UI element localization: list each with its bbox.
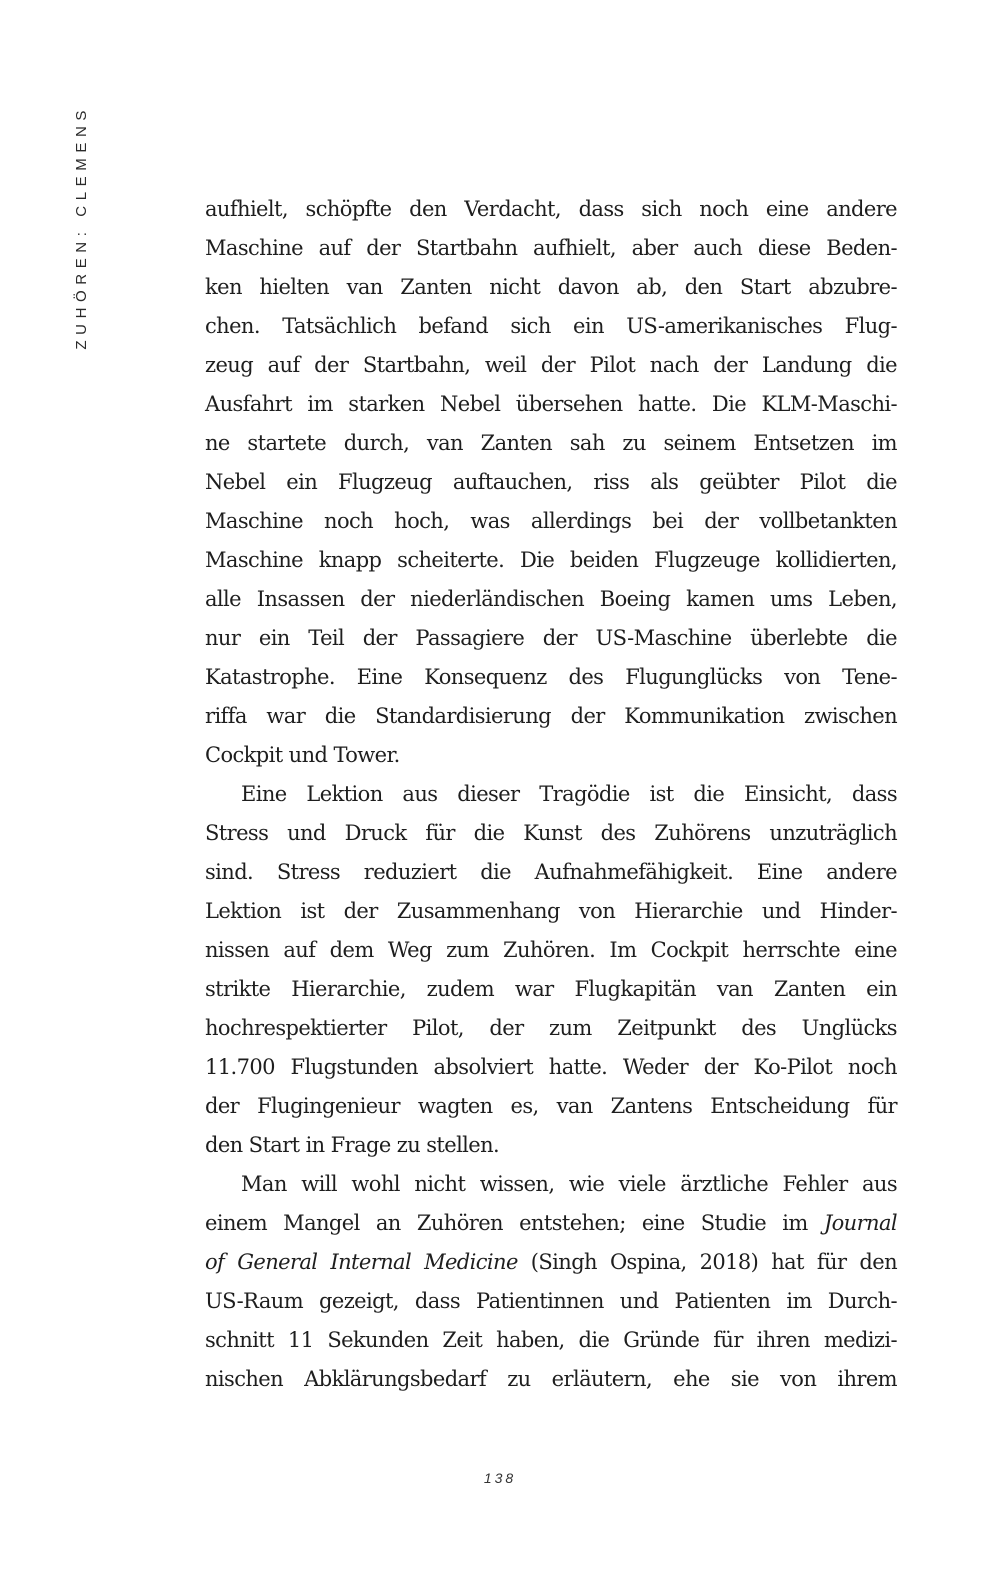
text-line (205, 502, 897, 541)
page-number: 138 (483, 1470, 517, 1486)
text-line (205, 814, 897, 853)
text-line (205, 1243, 897, 1282)
text-segment: 11.700 Flugstunden absolviert hatte. Weder der Ko-Pilot noch (205, 1055, 897, 1079)
text-segment: der Flugingenieur wagten es, van Zantens Entscheidung für (205, 1094, 897, 1118)
text-segment: aufhielt, schöpfte den Verdacht, dass sich noch eine andere (205, 197, 897, 221)
text-line (205, 1126, 897, 1165)
text-line (205, 892, 897, 931)
text-line (205, 268, 897, 307)
body-text (205, 190, 897, 1399)
text-line (205, 541, 897, 580)
text-line (205, 1165, 897, 1204)
text-line (205, 580, 897, 619)
text-line (205, 697, 897, 736)
text-segment: Katastrophe. Eine Konsequenz des Flugunglücks von Tene- (205, 665, 897, 689)
text-segment: Lektion ist der Zusammenhang von Hierarchie und Hinder- (205, 899, 897, 923)
running-head (66, 92, 96, 362)
italic-text-segment: of General Internal Medicine (205, 1250, 518, 1274)
text-line (205, 307, 897, 346)
text-segment: den Start in Frage zu stellen. (205, 1133, 500, 1157)
text-line (205, 853, 897, 892)
text-segment: strikte Hierarchie, zudem war Flugkapitän van Zanten ein (205, 977, 897, 1001)
running-head-text: ZUHÖREN: CLEMENS (72, 104, 90, 350)
text-segment: ken hielten van Zanten nicht davon ab, den Start abzubre- (205, 275, 897, 299)
text-line (205, 385, 897, 424)
text-segment: Eine Lektion aus dieser Tragödie ist die Einsicht, dass (241, 782, 897, 806)
text-line (205, 1087, 897, 1126)
text-line (205, 970, 897, 1009)
text-line (205, 619, 897, 658)
text-segment: Man will wohl nicht wissen, wie viele ärztliche Fehler aus (241, 1172, 897, 1196)
text-line (205, 775, 897, 814)
text-segment: Ausfahrt im starken Nebel übersehen hatte. Die KLM-Maschi- (205, 392, 897, 416)
text-segment: Cockpit und Tower. (205, 743, 400, 767)
text-segment: Nebel ein Flugzeug auftauchen, riss als geübter Pilot die (205, 470, 897, 494)
text-line (205, 1009, 897, 1048)
text-line (205, 1282, 897, 1321)
text-segment: Stress und Druck für die Kunst des Zuhörens unzuträglich (205, 821, 897, 845)
text-segment: hochrespektierter Pilot, der zum Zeitpunkt des Unglücks (205, 1016, 897, 1040)
text-segment: (Singh Ospina, 2018) hat für den (517, 1250, 897, 1274)
text-segment: ne startete durch, van Zanten sah zu seinem Entsetzen im (205, 431, 897, 455)
text-segment: US-Raum gezeigt, dass Patientinnen und Patienten im Durch- (205, 1289, 897, 1313)
text-segment: alle Insassen der niederländischen Boeing kamen ums Leben, (205, 587, 897, 611)
text-line (205, 1048, 897, 1087)
text-line (205, 736, 897, 775)
text-line (205, 424, 897, 463)
text-segment: riffa war die Standardisierung der Kommunikation zwischen (205, 704, 897, 728)
text-segment: Maschine auf der Startbahn aufhielt, aber auch diese Beden- (205, 236, 897, 260)
text-segment: zeug auf der Startbahn, weil der Pilot nach der Landung die (205, 353, 897, 377)
text-line (205, 463, 897, 502)
text-segment: einem Mangel an Zuhören entstehen; eine Studie im (205, 1211, 824, 1235)
text-line (205, 1321, 897, 1360)
text-segment: nur ein Teil der Passagiere der US-Maschine überlebte die (205, 626, 897, 650)
text-segment: schnitt 11 Sekunden Zeit haben, die Gründe für ihren medizi- (205, 1328, 897, 1352)
text-segment: chen. Tatsächlich befand sich ein US-amerikanisches Flug- (205, 314, 897, 338)
text-segment: nissen auf dem Weg zum Zuhören. Im Cockpit herrschte eine (205, 938, 897, 962)
text-line (205, 346, 897, 385)
italic-text-segment: Journal (823, 1211, 897, 1235)
text-line (205, 1360, 897, 1399)
text-segment: nischen Abklärungsbedarf zu erläutern, ehe sie von ihrem (205, 1367, 897, 1391)
text-segment: sind. Stress reduziert die Aufnahmefähigkeit. Eine andere (205, 860, 897, 884)
text-segment: Maschine noch hoch, was allerdings bei der vollbetankten (205, 509, 897, 533)
text-line (205, 1204, 897, 1243)
text-line (205, 229, 897, 268)
text-line (205, 190, 897, 229)
text-line (205, 931, 897, 970)
text-segment: Maschine knapp scheiterte. Die beiden Flugzeuge kollidierten, (205, 548, 897, 572)
text-line (205, 658, 897, 697)
